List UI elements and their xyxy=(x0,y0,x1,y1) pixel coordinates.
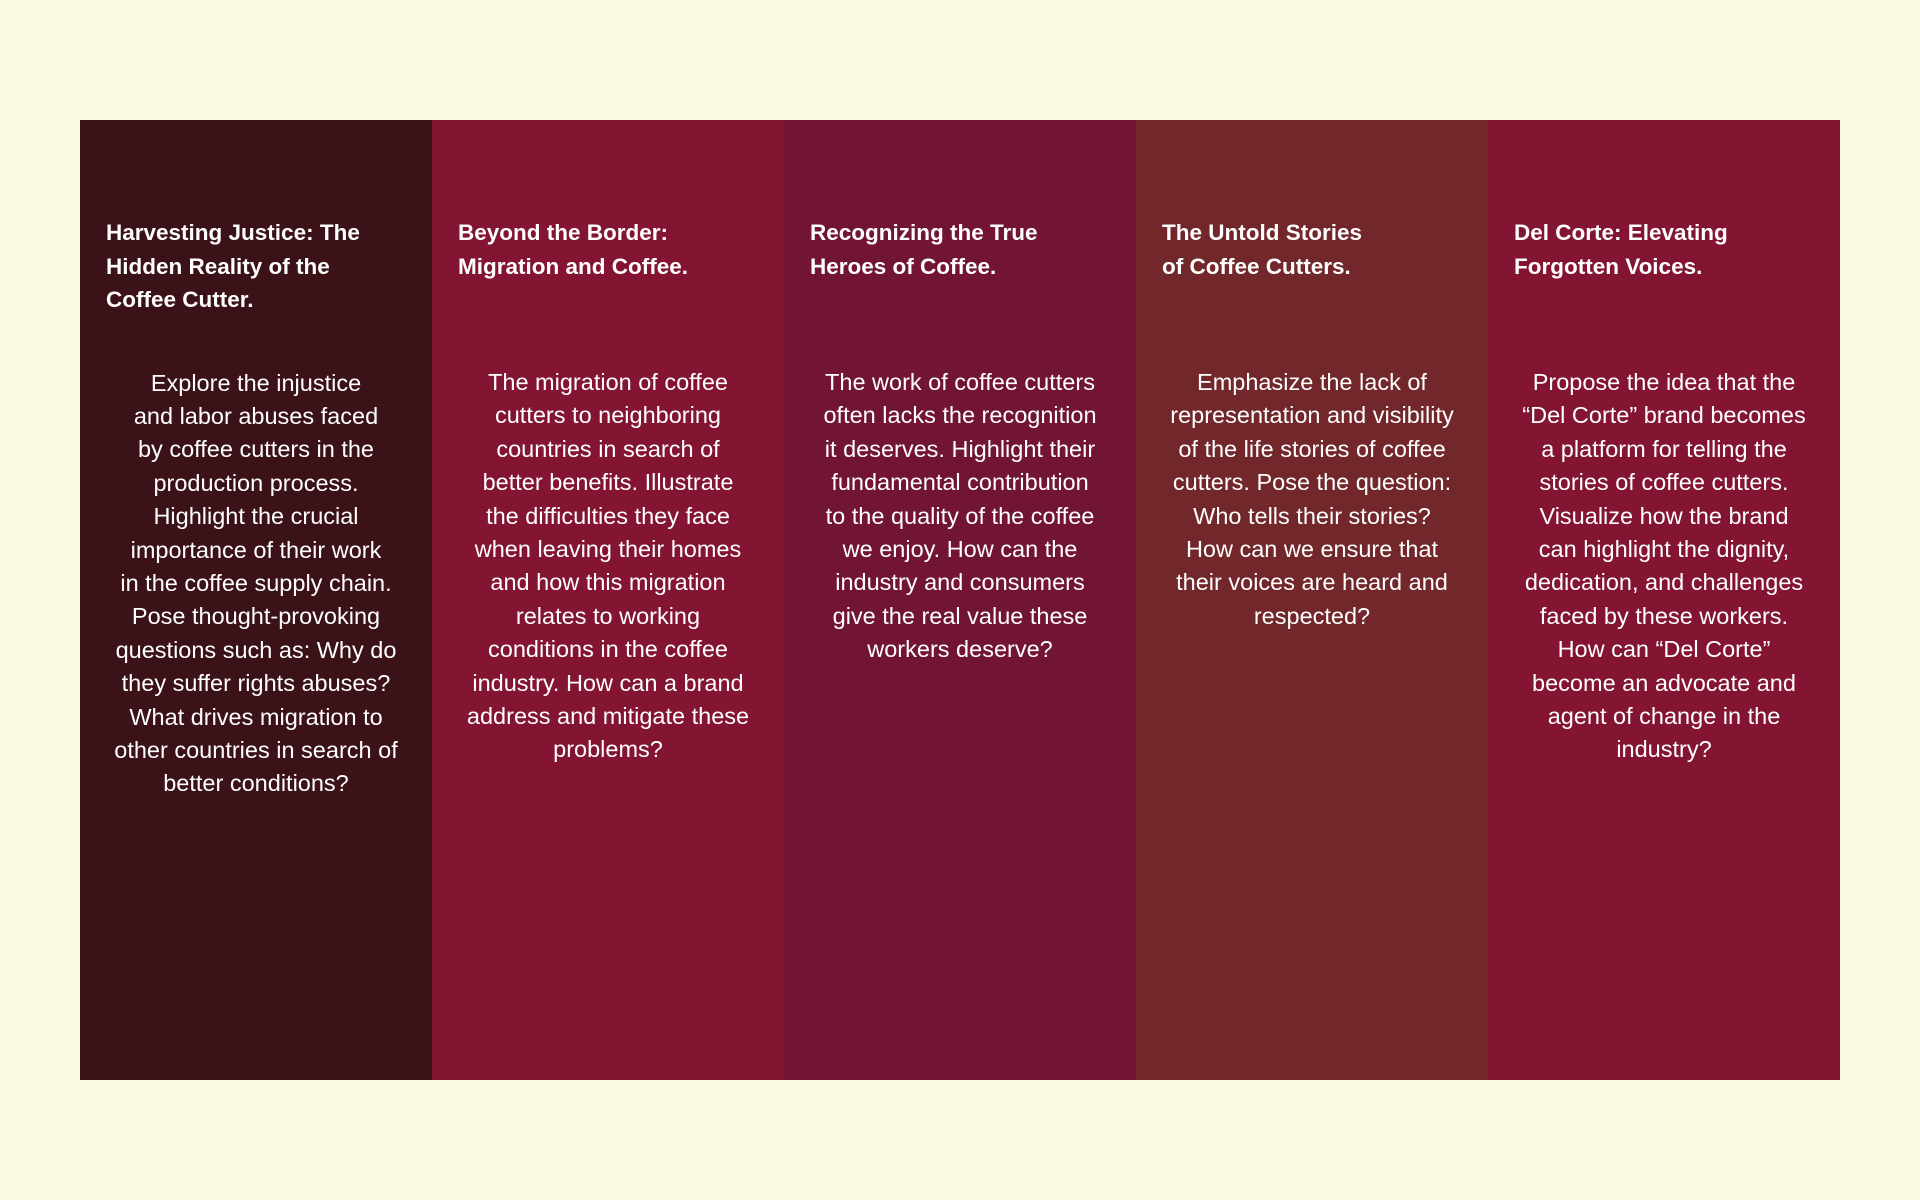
body-line: How can we ensure that xyxy=(1185,536,1439,563)
title-line: The Untold Stories xyxy=(1162,220,1363,245)
column-body xyxy=(452,366,764,767)
body-line: questions such as: Why do xyxy=(115,636,397,663)
body-line: The migration of coffee xyxy=(488,369,728,395)
title-line: Hidden Reality of the xyxy=(106,253,330,279)
body-line: a platform for telling the xyxy=(1541,435,1787,462)
column-title xyxy=(1162,216,1468,316)
body-line: cutters. Pose the question: xyxy=(1172,469,1452,496)
column-harvesting-justice xyxy=(80,120,432,1080)
body-line: when leaving their homes xyxy=(474,536,742,563)
column-body xyxy=(1156,366,1468,633)
body-line: by coffee cutters in the xyxy=(137,436,374,463)
body-line: countries in search of xyxy=(496,435,720,462)
column-untold-stories xyxy=(1136,120,1488,1080)
body-line: conditions in the coffee xyxy=(488,636,728,663)
column-true-heroes xyxy=(784,120,1136,1080)
body-line: relates to working xyxy=(515,602,701,629)
body-line: industry and consumers xyxy=(835,569,1085,596)
column-title xyxy=(106,216,412,317)
body-line: often lacks the recognition xyxy=(823,402,1097,429)
body-line: we enjoy. How can the xyxy=(842,536,1078,563)
body-line: Who tells their stories? xyxy=(1193,502,1431,529)
body-line: their voices are heard and xyxy=(1176,569,1448,596)
body-line: give the real value these xyxy=(832,602,1088,629)
column-title xyxy=(810,216,1116,316)
title-line: Del Corte: Elevating xyxy=(1514,220,1728,245)
body-line: of the life stories of coffee xyxy=(1178,435,1446,462)
body-line: Visualize how the brand xyxy=(1539,502,1789,529)
body-line: fundamental contribution xyxy=(831,469,1089,496)
body-line: other countries in search of xyxy=(114,736,398,763)
body-line: Highlight the crucial xyxy=(153,503,359,530)
body-line: How can “Del Corte” xyxy=(1557,636,1771,663)
body-line: in the coffee supply chain. xyxy=(120,569,392,596)
column-body xyxy=(1508,366,1820,767)
body-line: can highlight the dignity, xyxy=(1538,536,1790,563)
columns-board xyxy=(80,120,1840,1080)
body-line: it deserves. Highlight their xyxy=(824,435,1096,462)
body-line: and how this migration xyxy=(490,569,726,596)
title-line: Forgotten Voices. xyxy=(1514,253,1703,279)
column-title xyxy=(458,216,764,316)
title-line: Migration and Coffee. xyxy=(458,253,688,279)
body-line: and labor abuses faced xyxy=(133,402,379,429)
body-line: dedication, and challenges xyxy=(1524,569,1804,596)
body-line: production process. xyxy=(153,469,359,496)
title-line: Heroes of Coffee. xyxy=(810,253,997,279)
body-line: industry? xyxy=(1616,736,1712,763)
body-line: The work of coffee cutters xyxy=(825,369,1095,395)
body-line: importance of their work xyxy=(130,536,382,563)
title-line: Harvesting Justice: The xyxy=(106,220,360,245)
title-line: of Coffee Cutters. xyxy=(1162,253,1351,279)
body-line: address and mitigate these xyxy=(466,703,750,730)
column-body xyxy=(804,366,1116,667)
body-line: Propose the idea that the xyxy=(1532,369,1796,395)
body-line: Emphasize the lack of xyxy=(1197,369,1427,395)
body-line: representation and visibility xyxy=(1170,402,1454,429)
body-line: agent of change in the xyxy=(1547,703,1781,730)
title-line: Coffee Cutter. xyxy=(106,287,254,312)
column-title xyxy=(1514,216,1820,316)
body-line: they suffer rights abuses? xyxy=(121,670,391,697)
body-line: “Del Corte” brand becomes xyxy=(1522,402,1806,429)
body-line: cutters to neighboring xyxy=(494,402,721,429)
title-line: Beyond the Border: xyxy=(458,220,669,245)
body-line: the difficulties they face xyxy=(486,502,730,529)
column-beyond-the-border xyxy=(432,120,784,1080)
body-line: problems? xyxy=(553,736,663,763)
body-line: workers deserve? xyxy=(867,636,1053,663)
body-line: industry. How can a brand xyxy=(472,669,744,696)
body-line: become an advocate and xyxy=(1532,669,1796,696)
title-line: Recognizing the True xyxy=(810,220,1038,245)
body-line: stories of coffee cutters. xyxy=(1539,469,1789,496)
body-line: Explore the injustice xyxy=(150,369,362,396)
body-line: faced by these workers. xyxy=(1539,602,1789,629)
column-del-corte xyxy=(1488,120,1840,1080)
body-line: better benefits. Illustrate xyxy=(482,469,734,496)
body-line: better conditions? xyxy=(163,770,349,797)
column-body xyxy=(100,367,412,801)
body-line: Pose thought-provoking xyxy=(131,603,381,630)
body-line: respected? xyxy=(1253,602,1371,629)
body-line: What drives migration to xyxy=(129,703,383,730)
body-line: to the quality of the coffee xyxy=(825,502,1095,529)
